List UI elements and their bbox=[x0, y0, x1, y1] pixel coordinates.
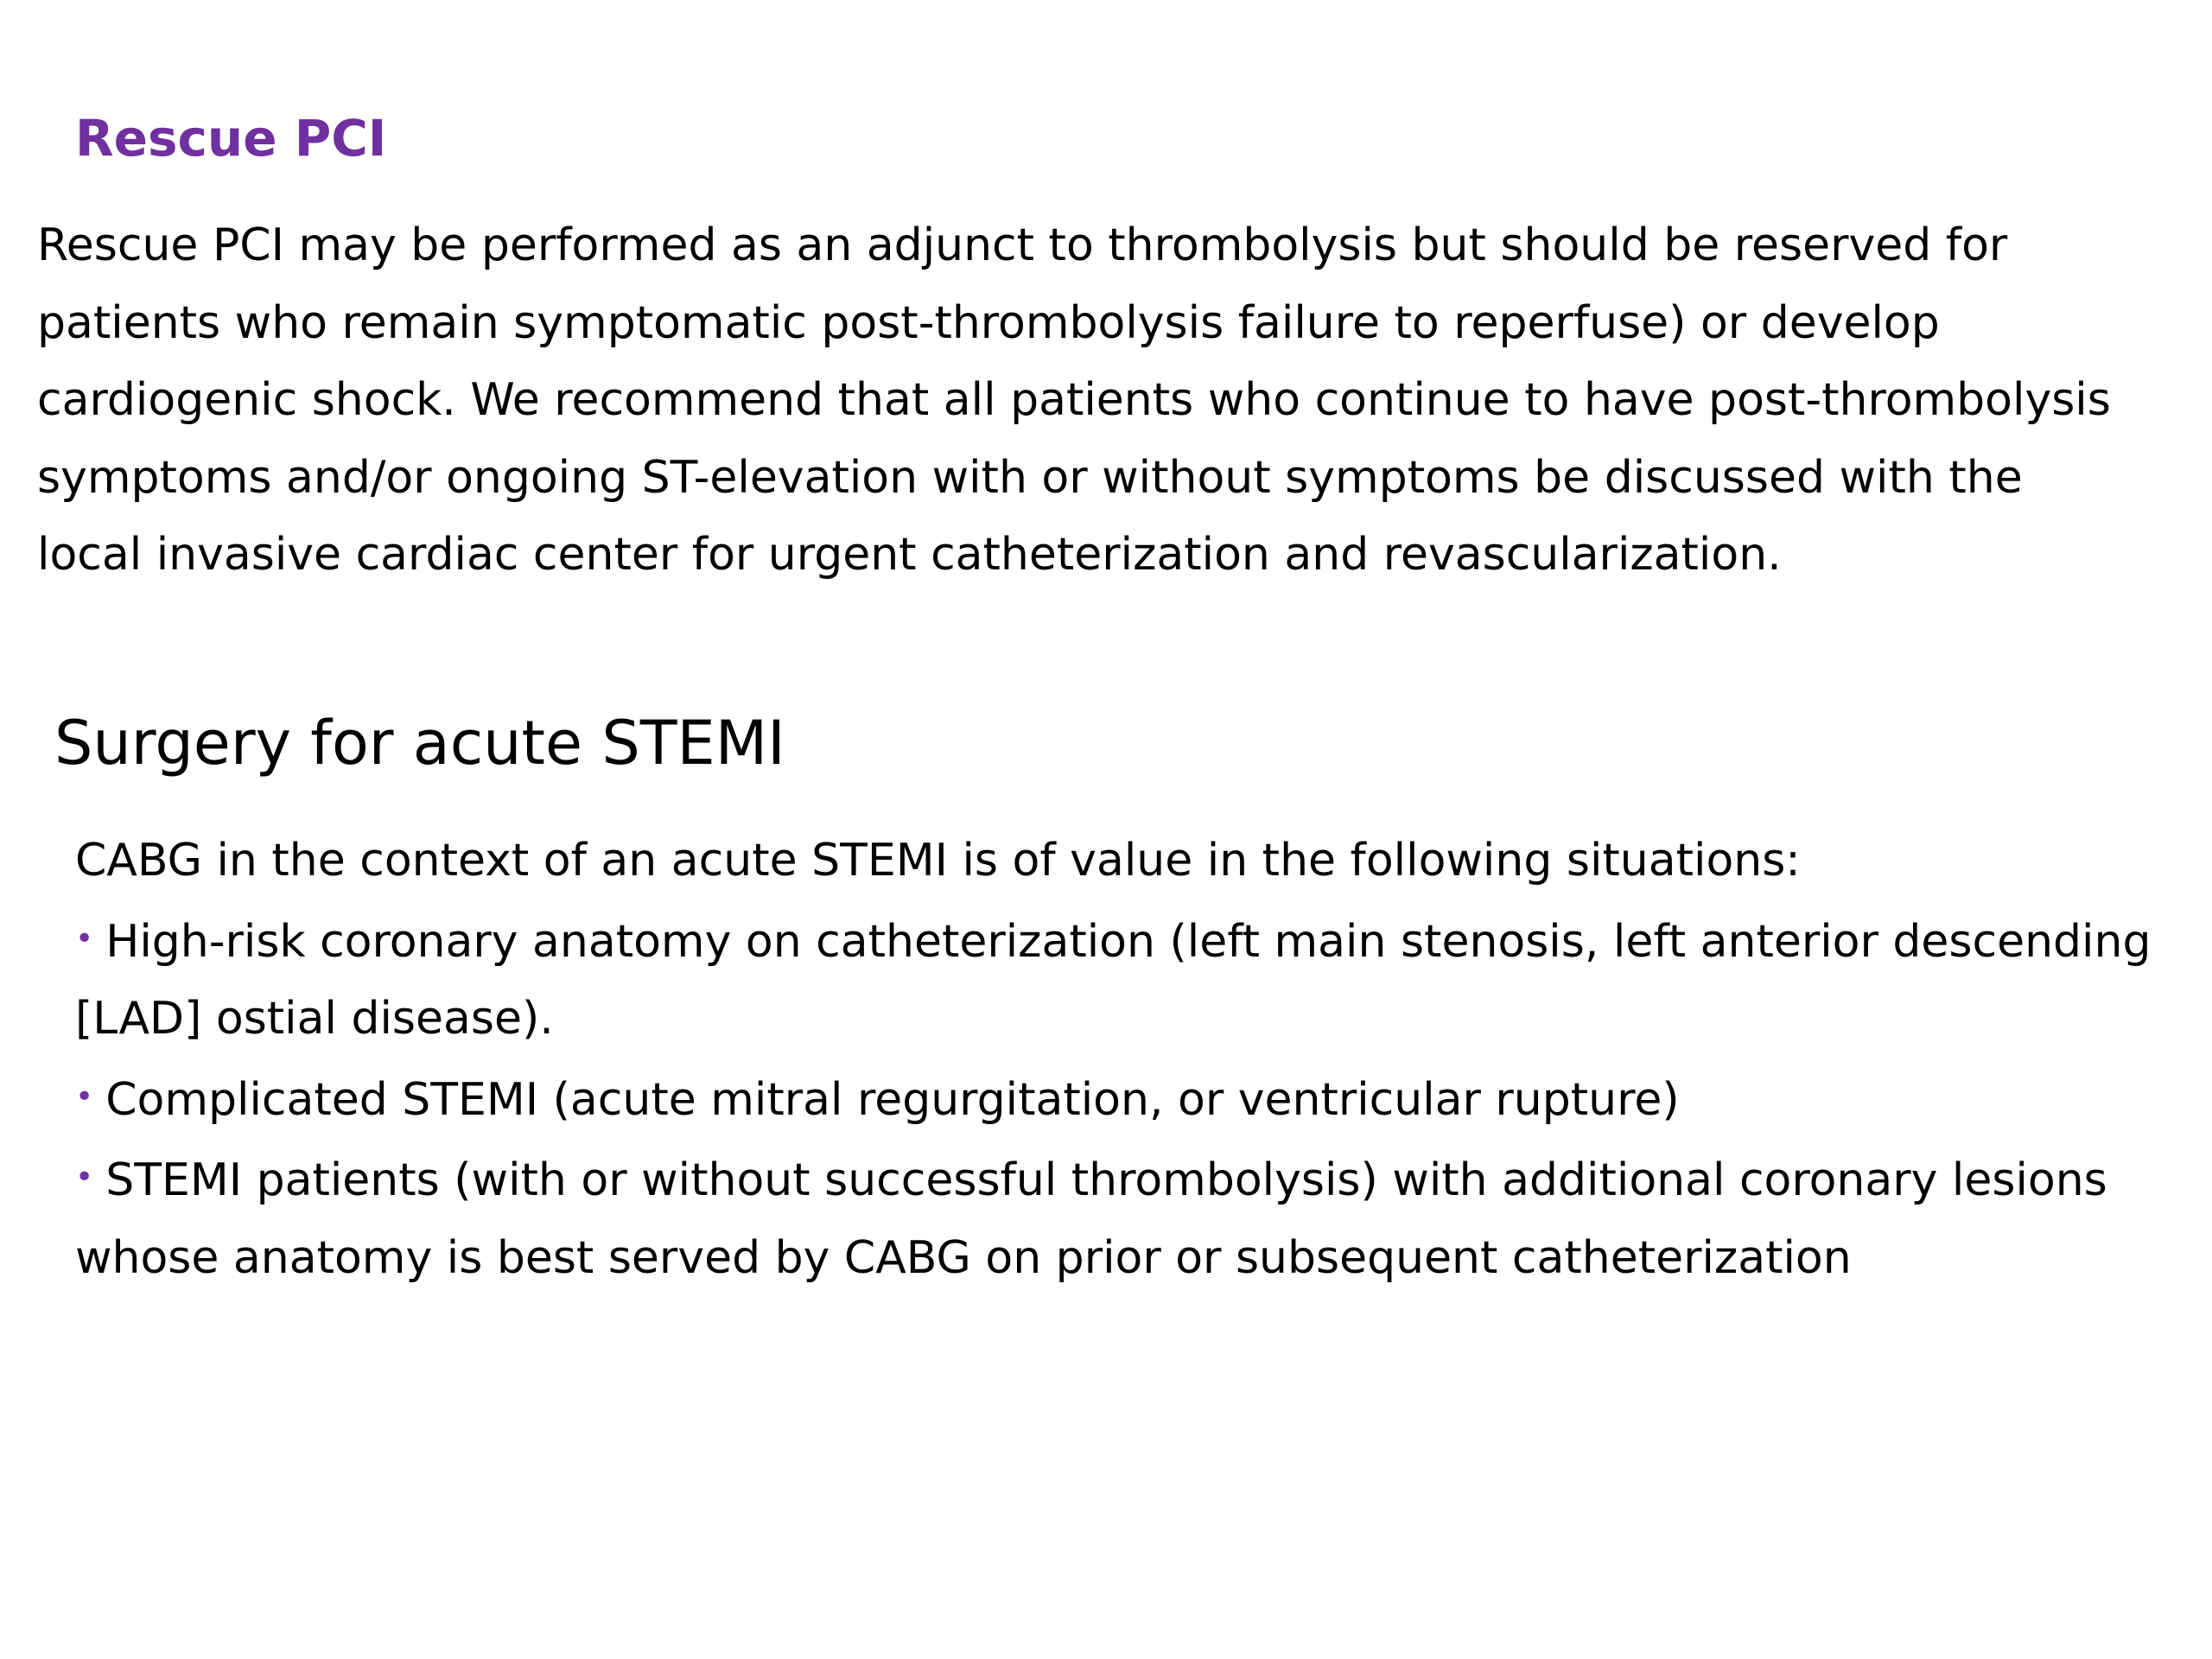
bullet-icon: • bbox=[75, 1160, 94, 1195]
bullet-icon: • bbox=[75, 920, 94, 957]
bullet-continuation: [LAD] ostial disease). bbox=[75, 993, 554, 1045]
surgery-bullet-item bbox=[75, 1139, 2183, 1220]
rescue-pci-line: cardiogenic shock. We recommend that all patients who continue to have post-thrombolysis bbox=[37, 374, 2111, 426]
surgery-heading: Surgery for acute STEMI bbox=[54, 708, 785, 779]
bullet-icon: • bbox=[75, 1078, 94, 1115]
surgery-intro: CABG in the context of an acute STEMI is of value in the following situations: bbox=[75, 835, 1801, 887]
surgery-body bbox=[75, 823, 2183, 1297]
rescue-pci-line: patients who remain symptomatic post-thrombolysis failure to reperfuse) or develop bbox=[37, 296, 1940, 349]
bullet-text: High-risk coronary anatomy on catheterization (left main stenosis, left anterior descending bbox=[105, 915, 2152, 968]
bullet-text: Complicated STEMI (acute mitral regurgitation, or ventricular rupture) bbox=[105, 1073, 1680, 1126]
surgery-bullet-item bbox=[75, 1058, 2183, 1140]
bullet-continuation: whose anatomy is best served by CABG on prior or subsequent catheterization bbox=[75, 1231, 1852, 1284]
rescue-pci-heading: Rescue PCI bbox=[75, 109, 387, 168]
surgery-bullet-item bbox=[75, 900, 2183, 982]
bullet-text: STEMI patients (with or without successful thrombolysis) with additional coronary lesions bbox=[105, 1154, 2107, 1206]
rescue-pci-line: symptoms and/or ongoing ST-elevation with or without symptoms be discussed with the bbox=[37, 451, 2023, 504]
rescue-pci-line: Rescue PCI may be performed as an adjunct to thrombolysis but should be reserved for bbox=[37, 219, 2008, 271]
rescue-pci-paragraph bbox=[37, 207, 2180, 594]
rescue-pci-line: local invasive cardiac center for urgent catheterization and revascularization. bbox=[37, 529, 1782, 581]
